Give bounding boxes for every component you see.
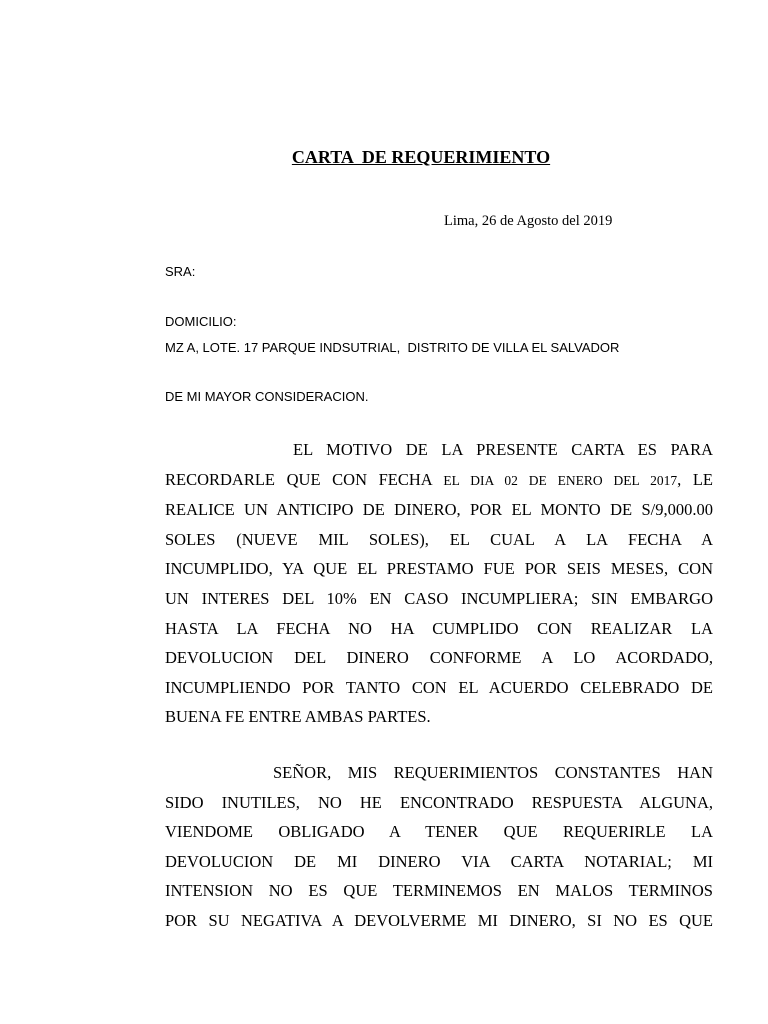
paragraph-line: INTENSION NO ES QUE TERMINEMOS EN MALOS TERMINOS bbox=[165, 881, 713, 901]
paragraph-text: RECORDARLE QUE CON FECHA bbox=[165, 469, 444, 489]
paragraph-line: EL MOTIVO DE LA PRESENTE CARTA ES PARA bbox=[293, 440, 713, 459]
paragraph-line bbox=[165, 465, 713, 496]
paragraph-line: DEVOLUCION DEL DINERO CONFORME A LO ACORDADO, bbox=[165, 648, 713, 668]
body-paragraph-2 bbox=[165, 758, 713, 936]
address-value: MZ A, LOTE. 17 PARQUE INDSUTRIAL, DISTRITO DE VILLA EL SALVADOR bbox=[165, 340, 620, 355]
paragraph-line: BUENA FE ENTRE AMBAS PARTES. bbox=[165, 707, 431, 727]
recipient-label: SRA: bbox=[165, 264, 196, 279]
paragraph-line: INCUMPLIDO, YA QUE EL PRESTAMO FUE POR SEIS MESES, CON bbox=[165, 559, 713, 579]
greeting: DE MI MAYOR CONSIDERACION. bbox=[165, 389, 369, 404]
paragraph-line: POR SU NEGATIVA A DEVOLVERME MI DINERO, SI NO ES QUE bbox=[165, 910, 713, 930]
paragraph-line: UN INTERES DEL 10% EN CASO INCUMPLIERA; SIN EMBARGO bbox=[165, 588, 713, 608]
paragraph-line: SIDO INUTILES, NO HE ENCONTRADO RESPUESTA ALGUNA, bbox=[165, 792, 713, 812]
address-label: DOMICILIO: bbox=[165, 314, 237, 329]
paragraph-line: DEVOLUCION DE MI DINERO VIA CARTA NOTARIAL; MI bbox=[165, 851, 713, 871]
paragraph-line: SEÑOR, MIS REQUERIMIENTOS CONSTANTES HAN bbox=[273, 763, 713, 782]
letter-title: CARTA DE REQUERIMIENTO bbox=[291, 147, 551, 167]
paragraph-line: REALICE UN ANTICIPO DE DINERO, POR EL MONTO DE S/9,000.00 bbox=[165, 500, 713, 520]
body-paragraph-1 bbox=[165, 435, 713, 732]
paragraph-text: , LE bbox=[677, 469, 713, 489]
paragraph-line: HASTA LA FECHA NO HA CUMPLIDO CON REALIZAR LA bbox=[165, 618, 713, 638]
paragraph-line: INCUMPLIENDO POR TANTO CON EL ACUERDO CELEBRADO DE bbox=[165, 677, 713, 697]
paragraph-line: VIENDOME OBLIGADO A TENER QUE REQUERIRLE LA bbox=[165, 822, 713, 842]
letter-date: Lima, 26 de Agosto del 2019 bbox=[444, 213, 613, 229]
paragraph-text-date: EL DIA 02 DE ENERO DEL 2017 bbox=[443, 472, 678, 488]
paragraph-line: SOLES (NUEVE MIL SOLES), EL CUAL A LA FECHA A bbox=[165, 529, 713, 549]
